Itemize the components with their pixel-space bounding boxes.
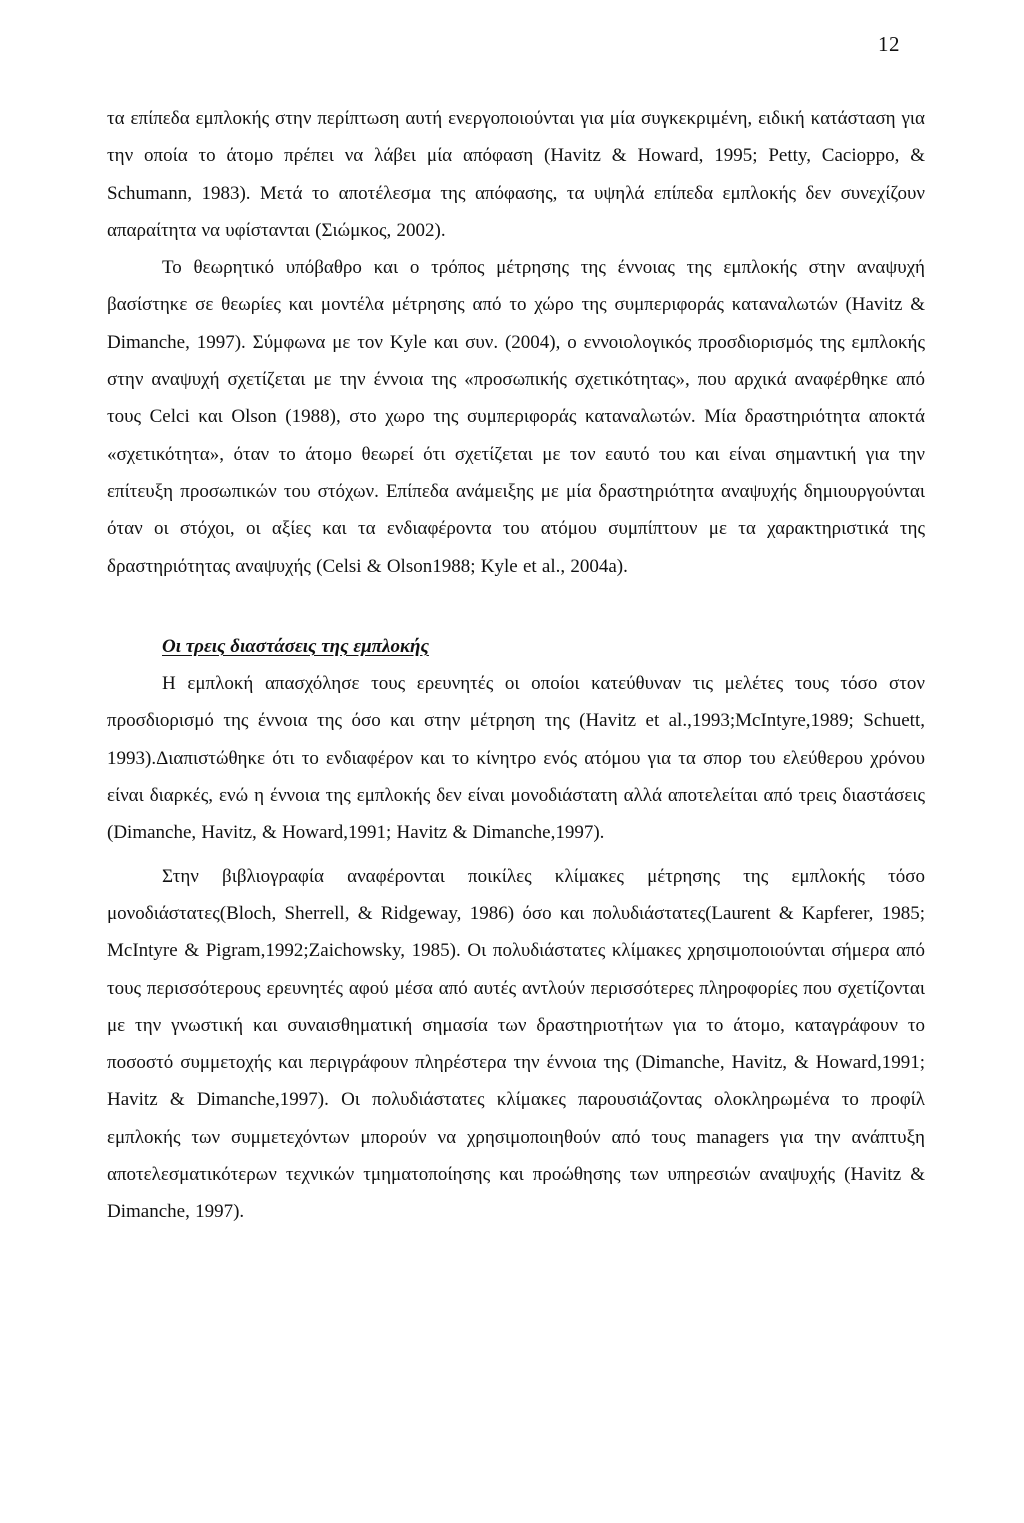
document-body — [107, 100, 925, 1231]
paragraph-theoretical-background: Το θεωρητικό υπόβαθρο και ο τρόπος μέτρησης της έννοιας της εμπλοκής στην αναψυχή βασίστηκε σε θεωρίες και μοντέλα μέτρησης από το χώρο της συμπεριφοράς καταναλωτών (Havitz & Dimanche, 1997). Σύμφωνα με τον Kyle και συν. (2004), ο εννοιολογικός προσδιορισμός της εμπλοκής στην αναψυχή σχετίζεται με την έννοια της «προσωπικής σχετικότητας», που αρχικά αναφέρθηκε από τους Celci και Olson (1988), στο χωρο της συμπεριφοράς καταναλωτών. Μία δραστηριότητα αποκτά «σχετικότητα», όταν το άτομο θεωρεί ότι σχετίζεται με τον εαυτό του και είναι σημαντική για την επίτευξη προσωπικών του στόχων. Επίπεδα ανάμειξης με μία δραστηριότητα αναψυχής δημιουργούνται όταν οι στόχοι, οι αξίες και τα ενδιαφέροντα του ατόμου συμπίπτουν με τα χαρακτηριστικά της δραστηριότητας αναψυχής (Celsi & Olson1988; Kyle et al., 2004a). — [107, 257, 925, 577]
section-body — [107, 665, 925, 1230]
paragraph-dimensions: Η εμπλοκή απασχόλησε τους ερευνητές οι οποίοι κατεύθυναν τις μελέτες τους τόσο στον προσδιορισμό της έννοια της όσο και στην μέτρηση της (Havitz et al.,1993;McIntyre,1989; Schuett, 1993).Διαπιστώθηκε ότι το ενδιαφέρον και το κίνητρο ενός ατόμου για τα σπορ του ελεύθερου χρόνου είναι διαρκές, ενώ η έννοια της εμπλοκής δεν είναι μονοδιάστατη αλλά αποτελείται από τρεις διαστάσεις (Dimanche, Havitz, & Howard,1991; Havitz & Dimanche,1997). — [107, 673, 925, 844]
paragraph-measurement-scales: Στην βιβλιογραφία αναφέρονται ποικίλες κλίμακες μέτρησης της εμπλοκής τόσο μονοδιάστατες(Bloch, Sherrell, & Ridgeway, 1986) όσο και πολυδιάστατες(Laurent & Kapferer, 1985; McIntyre & Pigram,1992;Zaichowsky, 1985). Οι πολυδιάστατες κλίμακες χρησιμοποιούνται σήμερα από τους περισσότερους ερευνητές αφού μέσα από αυτές αντλούν περισσότερες πληροφορίες που σχετίζονται με την γνωστική και συναισθηματική σημασία των δραστηριοτήτων για το άτομο, καταγράφουν το ποσοστό συμμετοχής και περιγράφουν πληρέστερα την έννοια της (Dimanche, Havitz, & Howard,1991; Havitz & Dimanche,1997). Οι πολυδιάστατες κλίμακες παρουσιάζοντας ολοκληρωμένα το προφίλ εμπλοκής των συμμετεχόντων μπορούν να χρησιμοποιηθούν από τους managers για την ανάπτυξη αποτελεσματικότερων τεχνικών τμηματοποίησης και προώθησης των υπηρεσιών αναψυχής (Havitz & Dimanche, 1997). — [107, 865, 925, 1223]
page-number: 12 — [878, 32, 900, 56]
paragraph-continuation: τα επίπεδα εμπλοκής στην περίπτωση αυτή ενεργοποιούνται για μία συγκεκριμένη, ειδική κατάσταση για την οποία το άτομο πρέπει να λάβει μία απόφαση (Havitz & Howard, 1995; Petty, Cacioppo, & Schumann, 1983). Μετά το αποτέλεσμα της απόφασης, τα υψηλά επίπεδα εμπλοκής δεν συνεχίζουν απαραίτητα να υφίστανται (Σιώμκος, 2002). — [107, 108, 925, 241]
section-heading: Οι τρεις διαστάσεις της εμπλοκής — [162, 635, 429, 657]
